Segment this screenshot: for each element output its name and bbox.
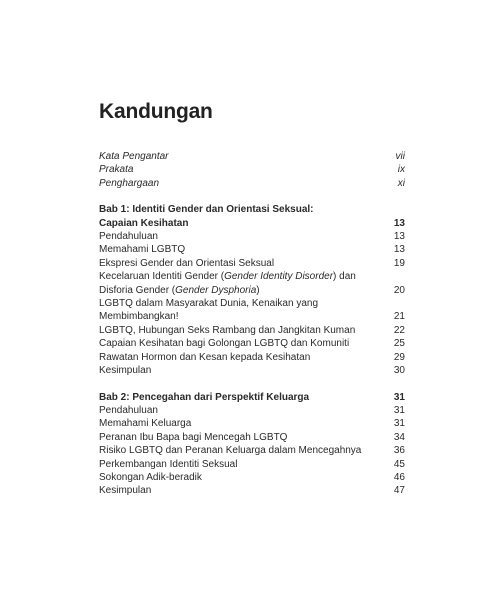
toc-entry-label: Penghargaan — [99, 177, 160, 189]
toc-entry[interactable] — [99, 230, 405, 243]
toc-entry-line-1[interactable] — [99, 297, 405, 310]
toc-entry-page: 20 — [393, 284, 405, 296]
toc-entry[interactable] — [99, 458, 405, 471]
toc-entry-label — [99, 284, 388, 297]
toc-entry-page: 13 — [393, 231, 405, 243]
toc-entry-page: 13 — [393, 244, 405, 256]
toc-entry-label: Kesimpulan — [99, 365, 152, 377]
toc-entry-label: Pendahuluan — [99, 231, 158, 243]
toc-entry-label: Ekspresi Gender dan Orientasi Seksual — [99, 257, 275, 269]
toc-entry-page: xi — [397, 177, 405, 189]
toc-entry-page: 30 — [393, 365, 405, 377]
toc-entry-page: vii — [395, 151, 405, 162]
section-spacer — [99, 378, 405, 391]
toc-entry-page: 47 — [393, 485, 405, 497]
toc-entry-label: LGBTQ dalam Masyarakat Dunia, Kenaikan yang — [99, 298, 318, 310]
toc-entry[interactable] — [99, 324, 405, 337]
chapter-1-heading-line-2[interactable] — [99, 217, 405, 230]
label-text: ) dan — [333, 271, 356, 283]
table-of-contents — [99, 150, 405, 498]
toc-entry-page: 45 — [393, 458, 405, 470]
chapter-heading-page: 13 — [393, 217, 405, 229]
toc-entry[interactable] — [99, 243, 405, 256]
toc-entry-page: 31 — [393, 418, 405, 430]
label-italic-text: Gender Identity Disorder — [224, 271, 334, 283]
toc-entry-page: 25 — [393, 338, 405, 350]
chapter-heading-label: Bab 2: Pencegahan dari Perspektif Keluarga — [99, 391, 310, 403]
label-italic-text: Gender Dysphoria — [175, 284, 257, 296]
toc-entry-label: Peranan Ibu Bapa bagi Mencegah LGBTQ — [99, 431, 288, 443]
toc-entry-page: ix — [397, 164, 405, 176]
toc-entry[interactable] — [99, 337, 405, 350]
toc-entry-line-1[interactable] — [99, 270, 405, 283]
label-text: ) — [256, 284, 260, 296]
toc-entry-label: Rawatan Hormon dan Kesan kepada Kesihatan — [99, 351, 311, 363]
toc-entry-label: Prakata — [99, 164, 134, 176]
toc-entry[interactable] — [99, 404, 405, 417]
toc-entry[interactable] — [99, 431, 405, 444]
toc-entry[interactable] — [99, 471, 405, 484]
label-text: Disforia Gender ( — [99, 284, 176, 296]
chapter-heading-page: 31 — [393, 391, 405, 403]
toc-entry-label: Perkembangan Identiti Seksual — [99, 458, 238, 470]
label-text: Kecelaruan Identiti Gender ( — [99, 271, 225, 283]
toc-entry-label: Kata Pengantar — [99, 151, 169, 162]
section-spacer — [99, 190, 405, 203]
chapter-heading-label: Capaian Kesihatan — [99, 217, 189, 229]
toc-entry-page: 36 — [393, 445, 405, 457]
toc-entry-kata-pengantar[interactable] — [99, 150, 405, 163]
toc-entry-page: 34 — [393, 431, 405, 443]
toc-entry-label: Risiko LGBTQ dan Peranan Keluarga dalam Mencegahnya — [99, 445, 362, 457]
toc-entry-label: Pendahuluan — [99, 404, 158, 416]
toc-entry[interactable] — [99, 351, 405, 364]
toc-entry-page: 21 — [393, 311, 405, 323]
toc-entry-line-2[interactable] — [99, 310, 405, 323]
toc-entry-label: Memahami Keluarga — [99, 418, 192, 430]
toc-entry-label: Capaian Kesihatan bagi Golongan LGBTQ dan Komuniti — [99, 338, 350, 350]
toc-entry-label: Sokongan Adik-beradik — [99, 471, 202, 483]
toc-entry-label: LGBTQ, Hubungan Seks Rambang dan Jangkitan Kuman — [99, 324, 356, 336]
toc-entry-label — [99, 270, 405, 283]
chapter-1-heading-line-1[interactable] — [99, 203, 405, 216]
toc-entry-page: 19 — [393, 257, 405, 269]
toc-entry-page: 22 — [393, 324, 405, 336]
toc-entry-page: 31 — [393, 404, 405, 416]
toc-entry-label: Membimbangkan! — [99, 311, 179, 323]
toc-entry[interactable] — [99, 257, 405, 270]
toc-entry[interactable] — [99, 484, 405, 497]
chapter-2-heading[interactable] — [99, 391, 405, 404]
toc-entry-page: 29 — [393, 351, 405, 363]
toc-entry[interactable] — [99, 444, 405, 457]
toc-entry-line-2[interactable] — [99, 284, 405, 297]
toc-entry[interactable] — [99, 364, 405, 377]
toc-entry-label: Kesimpulan — [99, 485, 152, 497]
toc-entry[interactable] — [99, 417, 405, 430]
toc-entry-label: Memahami LGBTQ — [99, 244, 186, 256]
toc-entry-page: 46 — [393, 471, 405, 483]
chapter-heading-label: Bab 1: Identiti Gender dan Orientasi Seksual: — [99, 204, 314, 216]
toc-entry-prakata[interactable] — [99, 163, 405, 176]
toc-entry-penghargaan[interactable] — [99, 177, 405, 190]
page-title: Kandungan — [99, 100, 213, 123]
